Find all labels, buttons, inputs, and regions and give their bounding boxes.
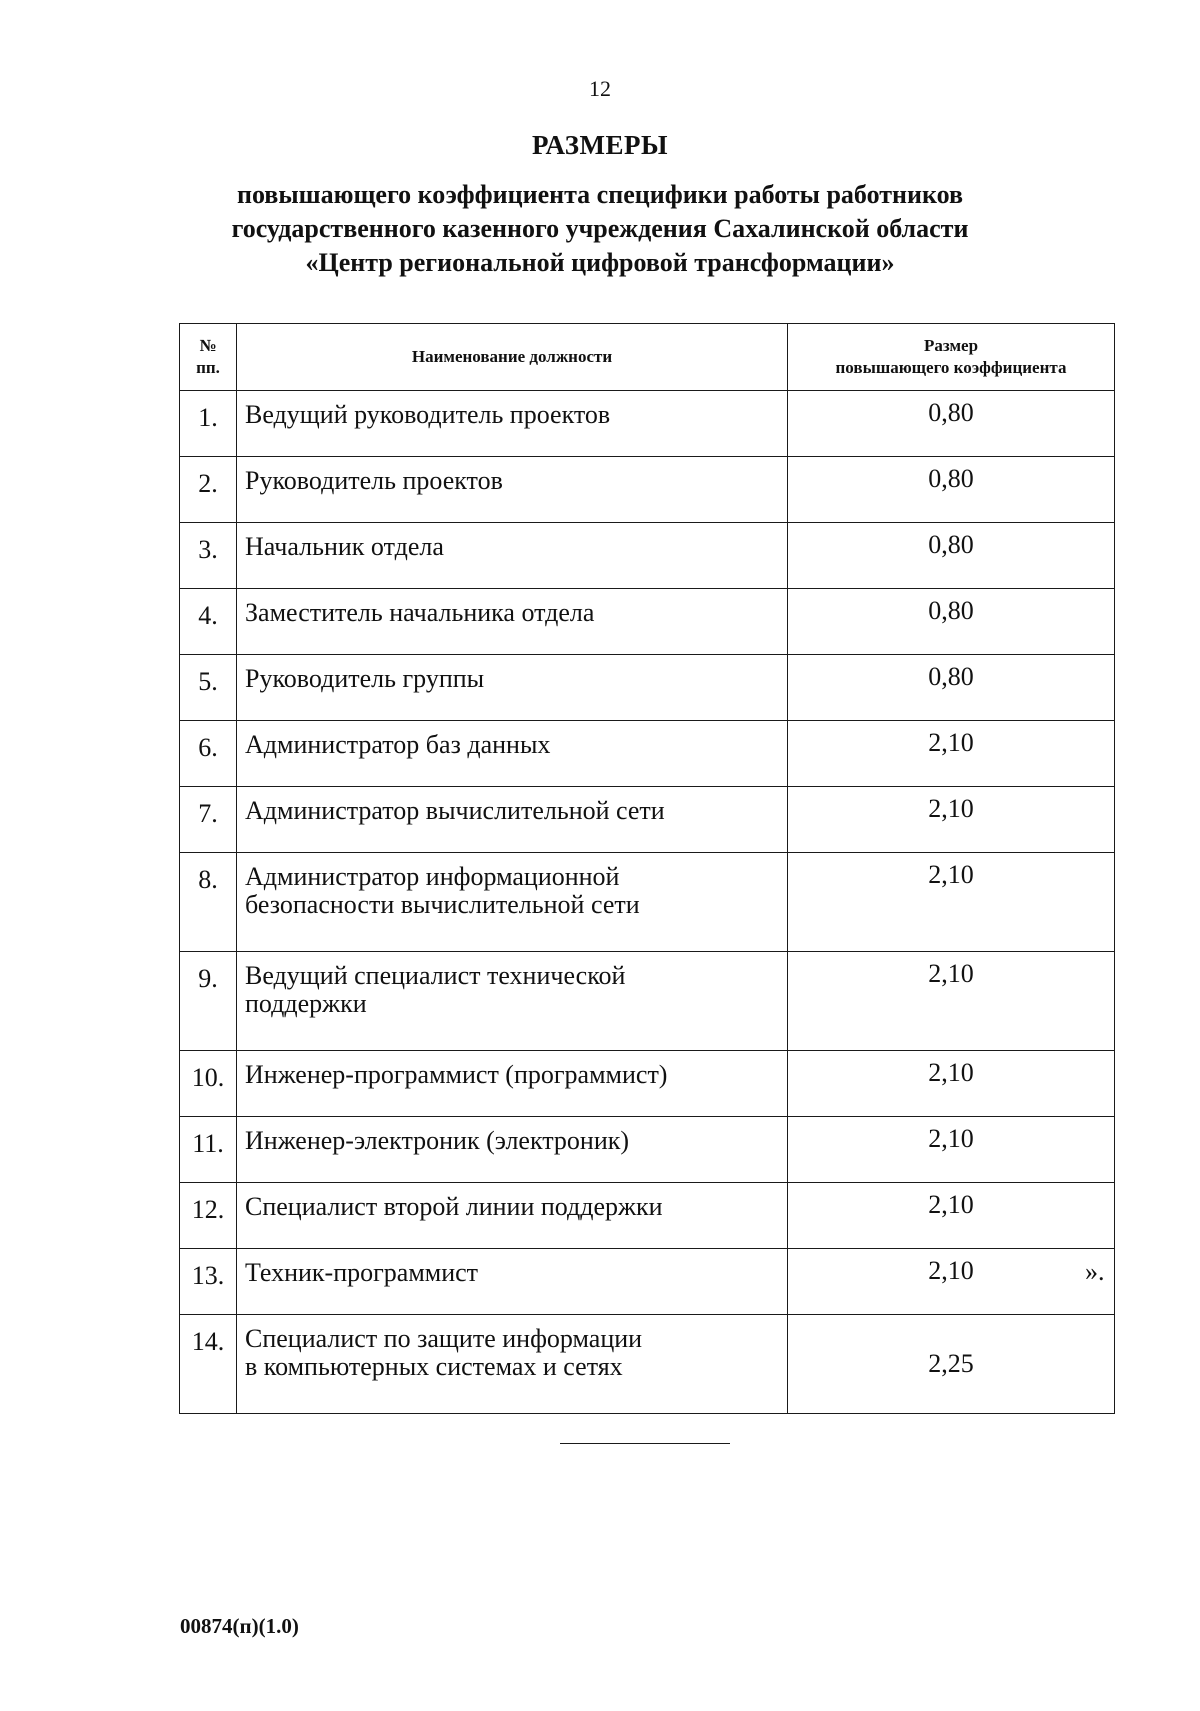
table-row [180,721,1115,787]
position-name-line: Инженер-программист (программист) [245,1060,668,1089]
coefficient-value-cell: 2,10 [788,853,1115,952]
position-name-line: безопасности вычислительной сети [245,890,640,919]
table-row [180,787,1115,853]
coefficient-value-cell: 2,10 [788,1051,1115,1117]
coefficient-value-cell: 2,10 [788,787,1115,853]
table-row [180,1249,1115,1315]
row-number-cell: 7. [180,787,237,853]
row-number-cell: 10. [180,1051,237,1117]
coefficient-value-cell: 2,10 [788,721,1115,787]
position-name-cell [237,655,788,721]
coefficient-value-cell: 0,80 [788,523,1115,589]
table-row [180,853,1115,952]
row-number-cell: 9. [180,952,237,1051]
position-name-cell [237,391,788,457]
position-name-line: Администратор вычислительной сети [245,796,665,825]
coefficient-value-cell: 2,10 [788,952,1115,1051]
table-row [180,1315,1115,1414]
row-number-cell: 14. [180,1315,237,1414]
row-number-cell: 3. [180,523,237,589]
column-header-position: Наименование должности [237,324,788,391]
row-number-cell: 8. [180,853,237,952]
position-name-line: Администратор баз данных [245,730,551,759]
position-name-line: поддержки [245,989,367,1018]
document-subtitle [0,178,1200,280]
coefficient-value-cell: 0,80 [788,589,1115,655]
position-name-cell [237,853,788,952]
column-header-number-line2: пп. [196,358,220,377]
footer-divider [560,1443,730,1444]
table-row [180,589,1115,655]
column-header-coefficient [788,324,1115,391]
row-number-cell: 13. [180,1249,237,1315]
position-name-cell [237,787,788,853]
position-name-cell [237,721,788,787]
coefficient-value-cell: 0,80 [788,391,1115,457]
coefficient-value-cell: 2,25 [788,1315,1115,1414]
position-name-line: в компьютерных системах и сетях [245,1352,623,1381]
table-row [180,1183,1115,1249]
position-name-cell [237,1117,788,1183]
position-name-line: Специалист по защите информации [245,1324,643,1353]
row-number-cell: 1. [180,391,237,457]
table-row [180,391,1115,457]
row-number-cell: 5. [180,655,237,721]
coefficient-value-cell: 2,10 [788,1117,1115,1183]
position-name-cell [237,1249,788,1315]
position-name-cell [237,1315,788,1414]
row-number-cell: 6. [180,721,237,787]
position-name-line: Ведущий руководитель проектов [245,400,611,429]
column-header-number [180,324,237,391]
position-name-line: Техник-программист [245,1258,479,1287]
position-name-line: Руководитель проектов [245,466,503,495]
position-name-line: Ведущий специалист технической [245,961,626,990]
coefficient-table [179,323,1115,1414]
table-row [180,1051,1115,1117]
position-name-cell [237,589,788,655]
coefficient-value-cell: 0,80 [788,655,1115,721]
row-number-cell: 12. [180,1183,237,1249]
subtitle-line: государственного казенного учреждения Сахалинской области [231,214,969,243]
table-row [180,1117,1115,1183]
position-name-cell [237,1051,788,1117]
subtitle-line: повышающего коэффициента специфики работы работников [236,180,964,209]
table-row [180,655,1115,721]
column-header-number-line1: № [199,336,217,355]
position-name-line: Инженер-электроник (электроник) [245,1126,630,1155]
position-name-line: Начальник отдела [245,532,444,561]
position-name-line: Специалист второй линии поддержки [245,1192,663,1221]
position-name-cell [237,1183,788,1249]
column-header-coefficient-line1: Размер [923,336,979,355]
position-name-cell [237,457,788,523]
closing-quote: ». [1085,1257,1105,1286]
document-code: 00874(п)(1.0) [180,1614,299,1638]
row-number-cell: 4. [180,589,237,655]
subtitle-line: «Центр региональной цифровой трансформации» [305,248,895,277]
position-name-cell [237,952,788,1051]
table-row [180,457,1115,523]
column-header-coefficient-line2: повышающего коэффициента [835,358,1067,377]
position-name-line: Администратор информационной [245,862,620,891]
table-row [180,523,1115,589]
row-number-cell: 11. [180,1117,237,1183]
position-name-line: Руководитель группы [245,664,485,693]
coefficient-value-cell: 2,10 [788,1183,1115,1249]
coefficient-value-cell: 2,10 [788,1249,1115,1315]
position-name-cell [237,523,788,589]
table-body [180,391,1115,1414]
coefficient-value-cell: 0,80 [788,457,1115,523]
position-name-line: Заместитель начальника отдела [245,598,595,627]
table-row [180,952,1115,1051]
document-title: РАЗМЕРЫ [531,130,669,160]
page-number: 12 [589,76,611,101]
row-number-cell: 2. [180,457,237,523]
table-header-row [180,324,1115,391]
